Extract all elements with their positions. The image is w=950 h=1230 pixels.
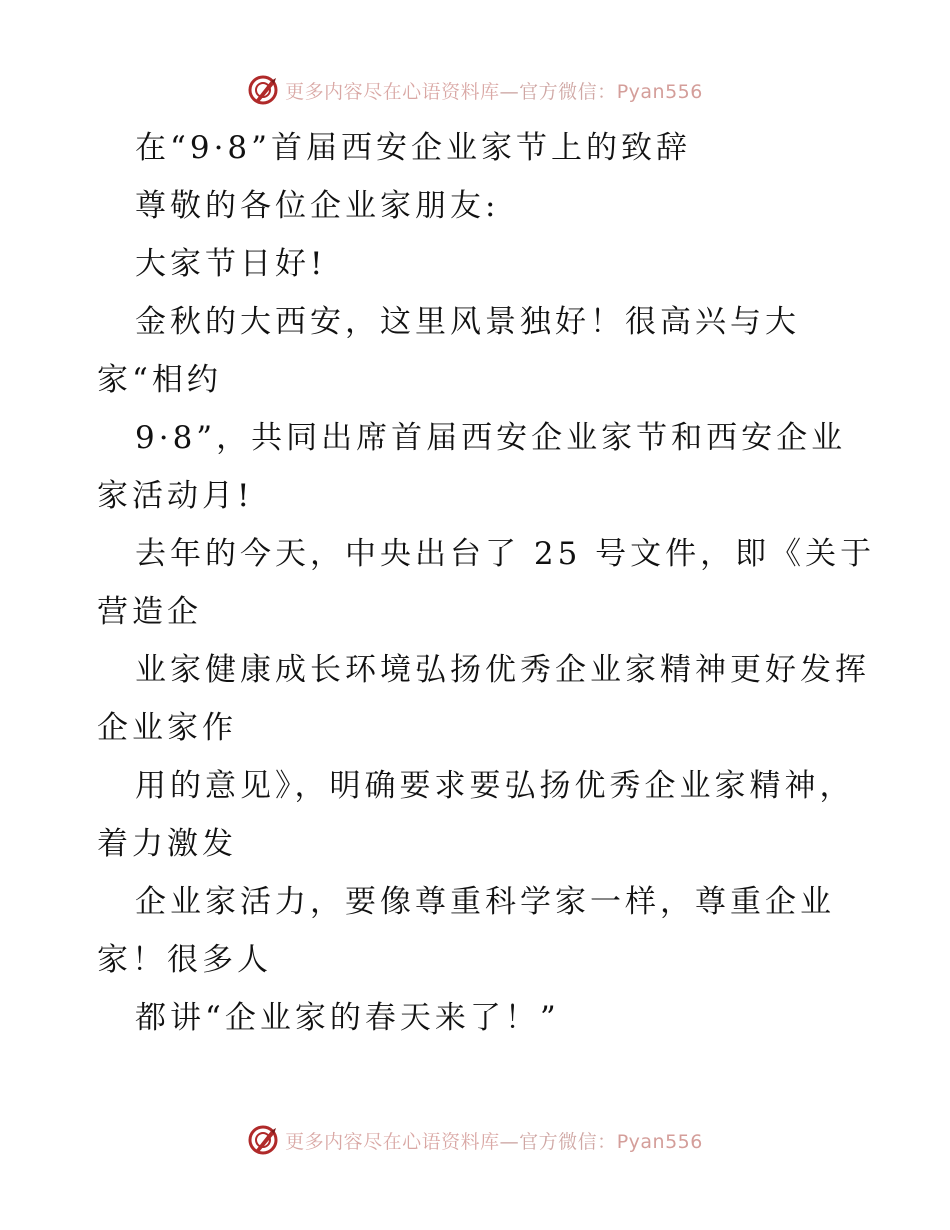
brand-logo-icon bbox=[247, 1124, 279, 1156]
watermark-wechat-id: Pyan556 bbox=[616, 80, 703, 103]
paragraph-line: 9·8”，共同出席首届西安企业家节和西安企业 bbox=[135, 420, 847, 456]
paragraph-line: 企业家作 bbox=[97, 710, 237, 746]
paragraph-line: 企业家活力，要像尊重科学家一样，尊重企业 bbox=[135, 884, 835, 920]
paragraph-line: 营造企 bbox=[97, 594, 202, 630]
watermark-wechat-id: Pyan556 bbox=[616, 1130, 703, 1153]
watermark-text bbox=[285, 77, 703, 104]
footer-watermark bbox=[0, 1120, 950, 1160]
header-watermark bbox=[0, 70, 950, 110]
watermark-text bbox=[285, 1127, 703, 1154]
salutation: 尊敬的各位企业家朋友: bbox=[135, 188, 500, 224]
watermark-brand: 更多内容尽在心语资料库 bbox=[285, 1130, 500, 1153]
document-title: 在“9·8”首届西安企业家节上的致辞 bbox=[135, 130, 691, 166]
paragraph-line: 去年的今天，中央出台了 25 号文件，即《关于 bbox=[135, 536, 876, 572]
paragraph-line: 用的意见》，明确要求要弘扬优秀企业家精神， bbox=[135, 768, 855, 804]
paragraph-line: 业家健康成长环境弘扬优秀企业家精神更好发挥 bbox=[135, 652, 870, 688]
watermark-official: 官方微信： bbox=[519, 1130, 617, 1153]
watermark-dash: — bbox=[499, 1130, 520, 1153]
paragraph-line: 着力激发 bbox=[97, 826, 237, 862]
greeting: 大家节日好! bbox=[135, 246, 327, 282]
paragraph-line: 家活动月! bbox=[97, 478, 254, 514]
paragraph-line: 都讲“企业家的春天来了！” bbox=[135, 1000, 560, 1036]
paragraph-line: 家“相约 bbox=[97, 362, 222, 398]
brand-logo-icon bbox=[247, 74, 279, 106]
watermark-brand: 更多内容尽在心语资料库 bbox=[285, 80, 500, 103]
paragraph-line: 金秋的大西安，这里风景独好！很高兴与大 bbox=[135, 304, 800, 340]
watermark-official: 官方微信： bbox=[519, 80, 617, 103]
watermark-dash: — bbox=[499, 80, 520, 103]
paragraph-line: 家！很多人 bbox=[97, 942, 272, 978]
